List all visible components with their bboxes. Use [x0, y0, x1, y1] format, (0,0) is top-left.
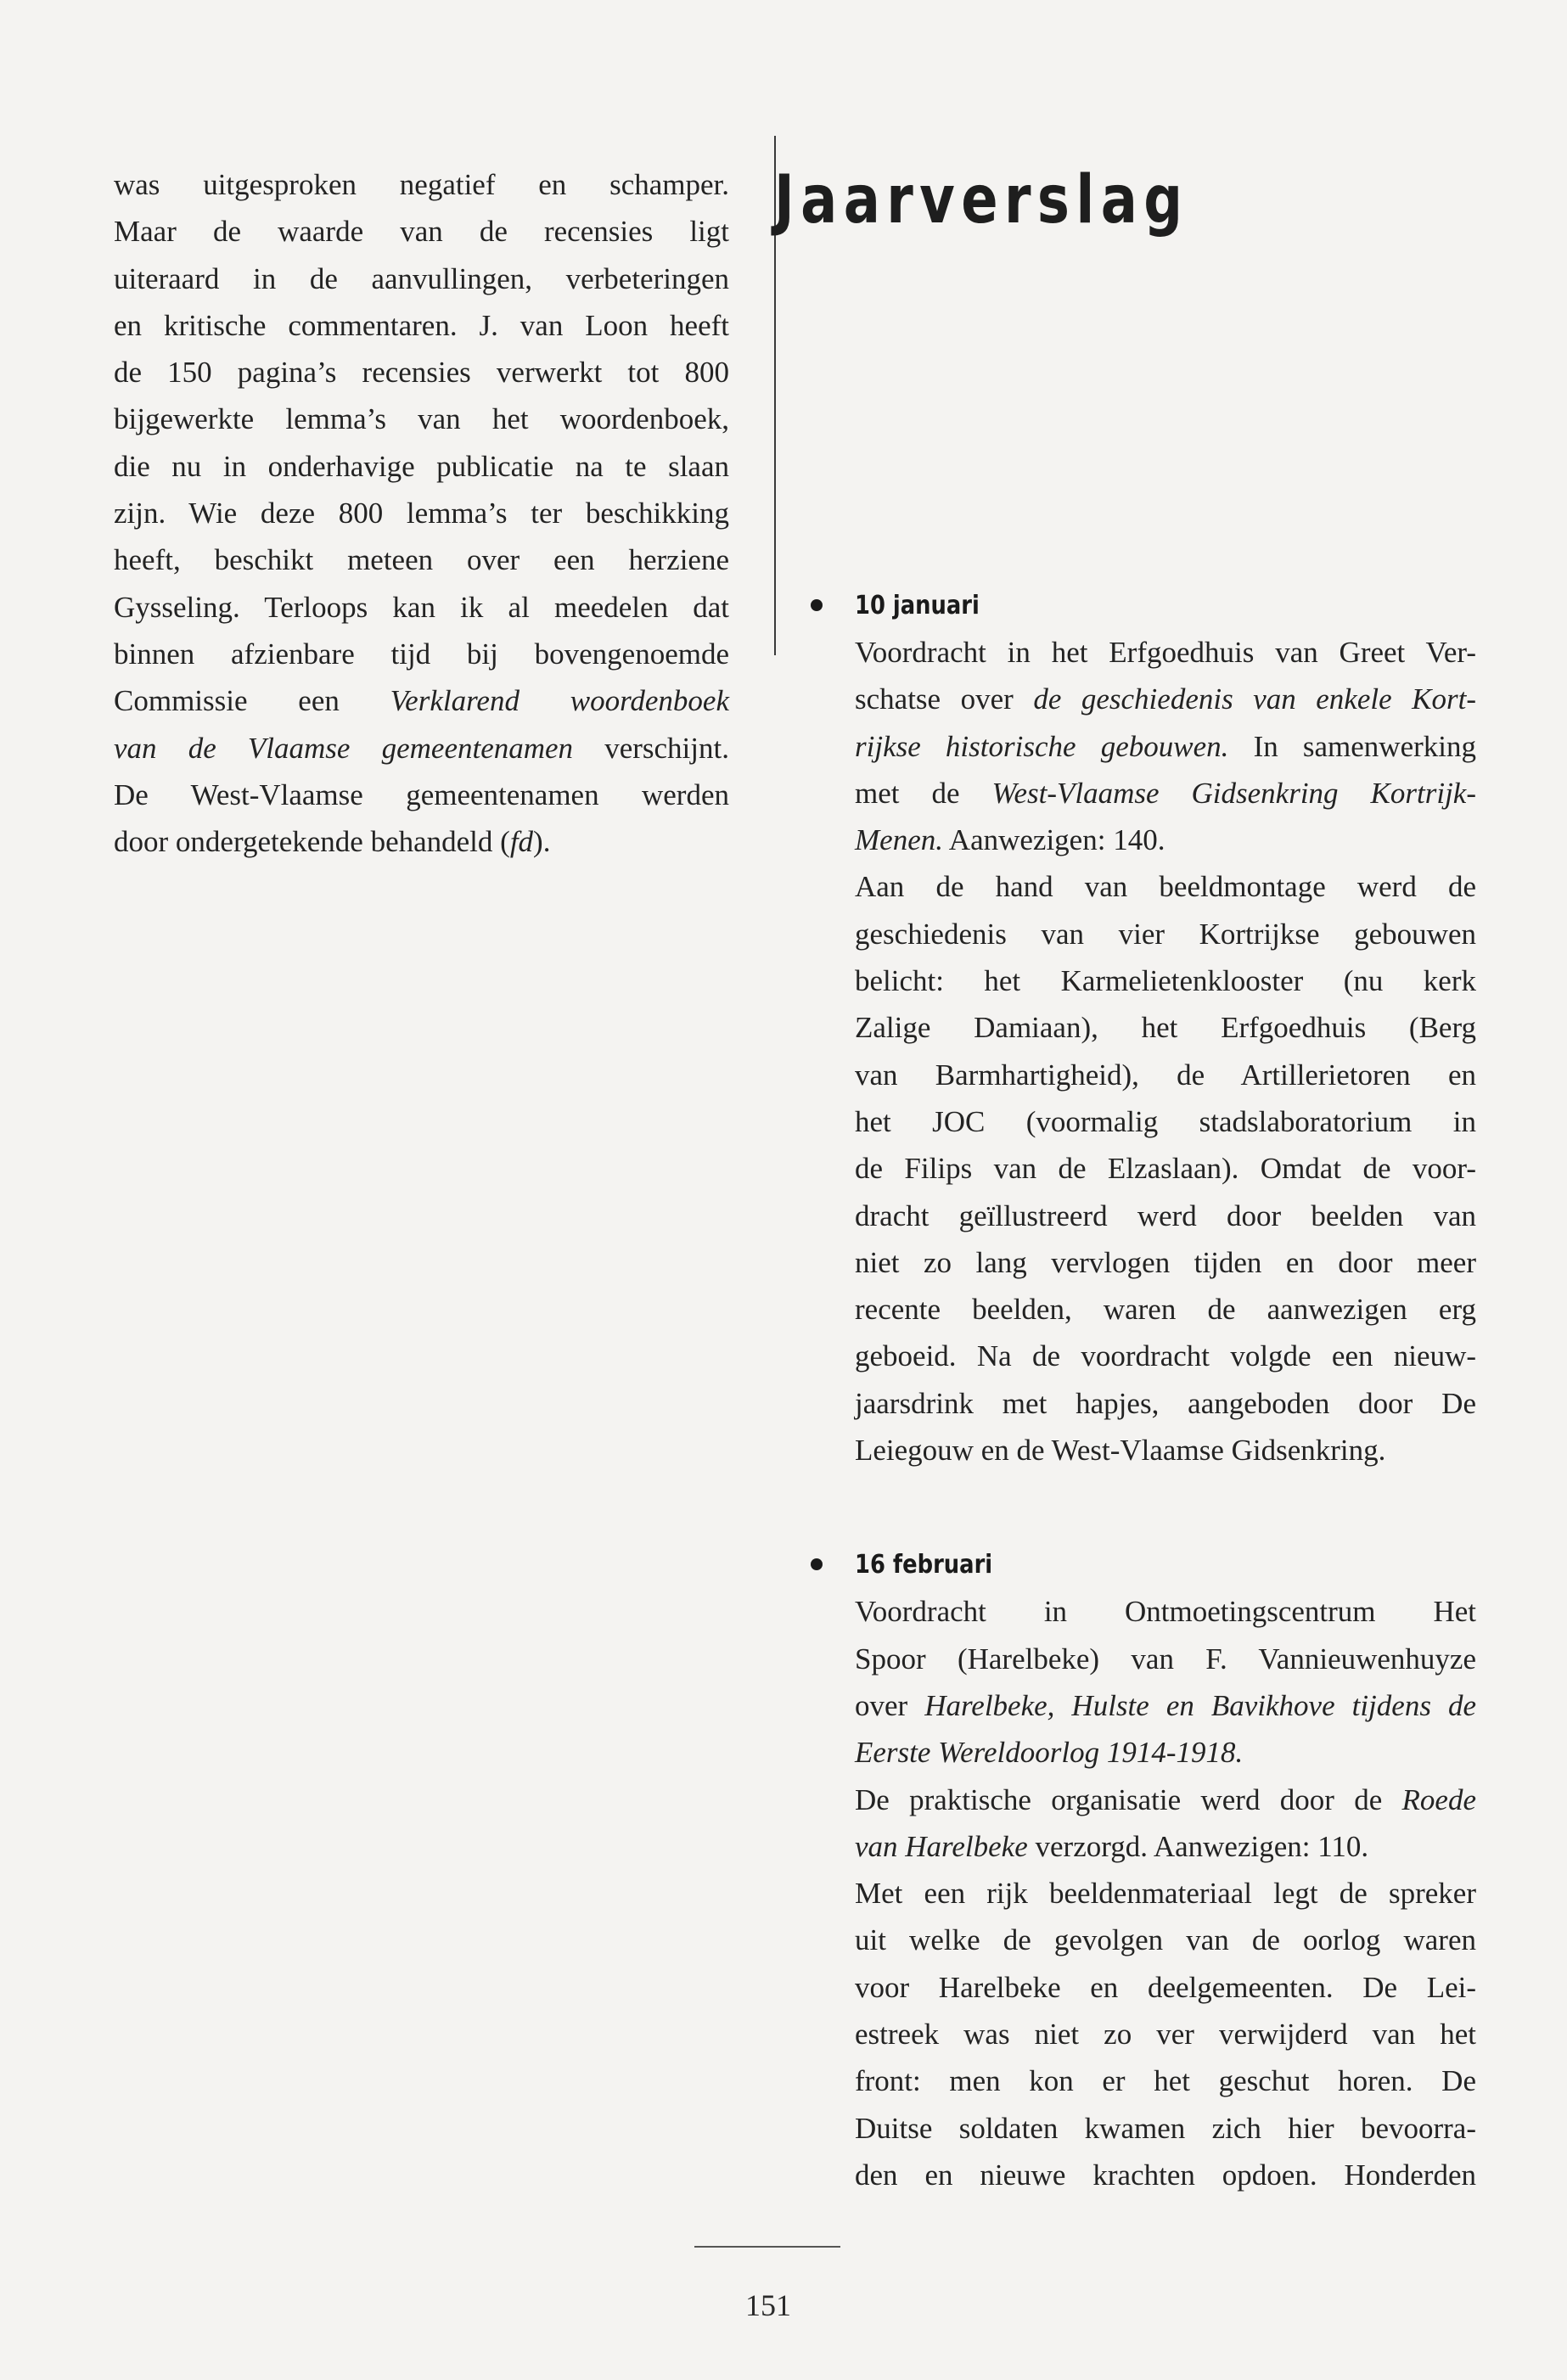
italic-title: van Harelbeke: [855, 1829, 1028, 1863]
text-line: bijgewerkte lemma’s van het woordenboek,: [114, 402, 729, 436]
page-number: 151: [745, 2288, 791, 2322]
text-fragment: In samenwerking: [1228, 729, 1477, 763]
text-fragment: door ondergetekende behandeld (: [114, 825, 510, 859]
text-line: front: men kon er het geschut horen. De: [855, 2064, 1476, 2098]
text-line: [855, 770, 1476, 817]
bullet-icon: [811, 599, 823, 611]
report-entry: [855, 1541, 1476, 2198]
italic-title: Roede: [1401, 1782, 1476, 1816]
text-line: was uitgesproken negatief en schamper.: [114, 168, 729, 201]
text-line: en kritische commentaren. J. van Loon heeft: [114, 308, 729, 342]
text-fragment: ).: [533, 825, 551, 859]
text-line: [855, 817, 1476, 863]
text-line: de 150 pagina’s recensies verwerkt tot 800: [114, 356, 729, 390]
text-line: binnen afzienbare tijd bij bovengenoemde: [114, 637, 729, 671]
author-initials: fd: [509, 825, 534, 859]
bullet-icon: [811, 1558, 823, 1570]
text-line: heeft, beschikt meteen over een herziene: [114, 543, 729, 577]
footer-rule: [694, 2246, 840, 2248]
text-line: geschiedenis van vier Kortrijkse gebouwen: [855, 917, 1476, 951]
right-column: [855, 582, 1476, 2266]
text-fragment: met de: [855, 776, 992, 810]
text-line: den en nieuwe krachten opdoen. Honderden: [855, 2158, 1476, 2192]
italic-title: van de Vlaamse gemeentenamen: [114, 731, 574, 765]
text-fragment: Commissie een: [114, 684, 390, 718]
italic-title: Verklarend woordenboek: [390, 684, 729, 718]
text-line: dracht geïllustreerd werd door beelden van: [855, 1198, 1476, 1232]
text-fragment: De praktische organisatie werd door de: [855, 1782, 1402, 1816]
text-line: Duitse soldaten kwamen zich hier bevoorra-: [855, 2111, 1476, 2145]
text-line: Maar de waarde van de recensies ligt: [114, 215, 729, 249]
text-line: [855, 1682, 1476, 1729]
text-line: niet zo lang vervlogen tijden en door meer: [855, 1245, 1476, 1279]
text-fragment: schatse over: [855, 682, 1034, 716]
text-line: jaarsdrink met hapjes, aangeboden door De: [855, 1386, 1476, 1420]
text-line: De West-Vlaamse gemeentenamen werden: [114, 777, 729, 811]
left-column-text: [114, 161, 729, 865]
text-line: van Barmhartigheid), de Artillerietoren en: [855, 1058, 1476, 1092]
text-line: recente beelden, waren de aanwezigen erg: [855, 1293, 1476, 1327]
italic-title: Eerste Wereldoorlog 1914-1918.: [855, 1736, 1244, 1770]
text-line: [114, 677, 729, 724]
text-fragment: Aanwezigen: 140.: [942, 823, 1165, 857]
italic-title: rijkse historische gebouwen.: [855, 729, 1229, 763]
section-heading: Jaarverslag: [774, 162, 1189, 239]
italic-title: Harelbeke, Hulste en Bavikhove tijdens de: [924, 1688, 1476, 1722]
text-line: Spoor (Harelbeke) van F. Vannieuwenhuyze: [855, 1642, 1476, 1676]
text-line: Voordracht in Ontmoetingscentrum Het: [855, 1595, 1476, 1629]
text-line: Aan de hand van beeldmontage werd de: [855, 870, 1476, 904]
text-line: Leiegouw en de West-Vlaamse Gidsenkring.: [855, 1434, 1386, 1468]
text-line: belicht: het Karmelietenklooster (nu kerk: [855, 964, 1476, 998]
text-line: [855, 676, 1476, 722]
text-line: zijn. Wie deze 800 lemma’s ter beschikking: [114, 497, 729, 530]
italic-title: de geschiedenis van enkele Kort-: [1033, 682, 1477, 716]
entry-date: 16 februari: [855, 1550, 993, 1580]
text-line: uit welke de gevolgen van de oorlog waren: [855, 1923, 1476, 1957]
report-entry: [855, 582, 1476, 1473]
text-line: voor Harelbeke en deelgemeenten. De Lei-: [855, 1970, 1476, 2004]
text-line: het JOC (voormalig stadslaboratorium in: [855, 1104, 1476, 1138]
text-line: [855, 1823, 1476, 1870]
text-line: [855, 1777, 1476, 1823]
italic-title: West-Vlaamse Gidsenkring Kortrijk-: [991, 776, 1476, 810]
text-line: estreek was niet zo ver verwijderd van het: [855, 2018, 1476, 2052]
text-line: [855, 723, 1476, 770]
text-line: uiteraard in de aanvullingen, verbeteringen: [114, 261, 729, 295]
text-line: [114, 818, 729, 865]
text-fragment: verzorgd. Aanwezigen: 110.: [1027, 1829, 1369, 1863]
text-line: de Filips van de Elzaslaan). Omdat de voor-: [855, 1152, 1476, 1186]
text-line: Gysseling. Terloops kan ik al meedelen dat: [114, 590, 729, 624]
text-fragment: over: [855, 1688, 925, 1722]
text-line: die nu in onderhavige publicatie na te slaan: [114, 449, 729, 483]
text-line: [855, 1729, 1476, 1776]
text-line: Voordracht in het Erfgoedhuis van Greet Ver-: [855, 636, 1476, 669]
entry-date: 10 januari: [855, 591, 980, 620]
italic-title: Menen.: [855, 823, 943, 857]
text-line: Zalige Damiaan), het Erfgoedhuis (Berg: [855, 1011, 1476, 1045]
text-line: geboeid. Na de voordracht volgde een nieuw-: [855, 1339, 1476, 1373]
text-line: Met een rijk beeldenmateriaal legt de spreker: [855, 1877, 1476, 1911]
text-fragment: verschijnt.: [573, 731, 729, 765]
text-line: [114, 725, 729, 772]
